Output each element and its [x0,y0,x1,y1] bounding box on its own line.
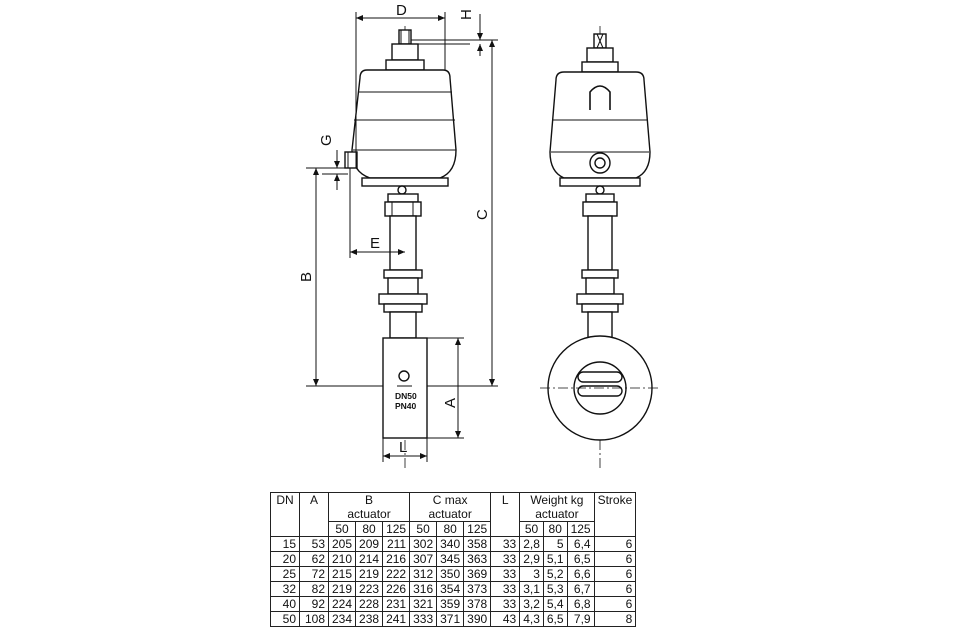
header-weight: Weight kg [530,493,584,507]
table-cell: 6,8 [567,597,594,612]
table-cell: 234 [329,612,356,627]
table-cell: 6 [594,552,636,567]
header-weight-size-125: 125 [567,522,594,537]
table-cell: 2,9 [520,552,544,567]
dimension-label-b: B [298,271,315,282]
table-cell: 359 [437,597,464,612]
header-b-size-50: 50 [329,522,356,537]
table-cell: 6 [594,567,636,582]
table-row [271,582,636,597]
dimension-label-l: L [399,439,408,456]
table-cell: 82 [300,582,329,597]
header-b-size-80: 80 [356,522,383,537]
table-cell: 108 [300,612,329,627]
dimension-label-c: C [474,209,491,220]
table-cell: 210 [329,552,356,567]
table-cell: 4,3 [520,612,544,627]
table-cell: 358 [464,537,491,552]
table-cell: 33 [491,597,520,612]
table-cell: 3,2 [520,597,544,612]
table-cell: 6,4 [567,537,594,552]
table-cell: 33 [491,552,520,567]
body-marking-size: DN50 [395,391,417,401]
header-c-size-125: 125 [464,522,491,537]
table-cell: 216 [383,552,410,567]
header-b: B [365,493,374,507]
table-cell: 6 [594,537,636,552]
table-cell: 316 [410,582,437,597]
table-cell: 3 [520,567,544,582]
table-cell: 33 [491,582,520,597]
header-c-size-80: 80 [437,522,464,537]
table-cell: 6,6 [567,567,594,582]
header-weight-sub: actuator [535,507,579,521]
header-b-sub: actuator [347,507,391,521]
table-cell: 40 [271,597,300,612]
dimension-label-d: D [396,2,407,19]
table-cell: 62 [300,552,329,567]
table-row [271,597,636,612]
table-cell: 5,2 [543,567,567,582]
table-cell: 8 [594,612,636,627]
table-cell: 6,5 [543,612,567,627]
header-c: C max [432,493,468,507]
table-cell: 7,9 [567,612,594,627]
table-cell: 350 [437,567,464,582]
table-cell: 228 [356,597,383,612]
table-cell: 33 [491,567,520,582]
table-cell: 363 [464,552,491,567]
table-cell: 211 [383,537,410,552]
table-cell: 6,7 [567,582,594,597]
table-header-row [271,493,636,522]
table-cell: 241 [383,612,410,627]
table-cell: 219 [356,567,383,582]
header-b-size-125: 125 [383,522,410,537]
dimension-label-a: A [442,397,459,408]
table-cell: 25 [271,567,300,582]
table-cell: 209 [356,537,383,552]
table-cell: 354 [437,582,464,597]
table-cell: 307 [410,552,437,567]
header-dn: DN [271,493,300,537]
header-weight-group [520,493,594,522]
table-cell: 92 [300,597,329,612]
header-weight-size-50: 50 [520,522,544,537]
table-cell: 5,4 [543,597,567,612]
table-cell: 231 [383,597,410,612]
table-cell: 215 [329,567,356,582]
table-cell: 340 [437,537,464,552]
table-cell: 6 [594,582,636,597]
table-cell: 5,1 [543,552,567,567]
table-cell: 3,1 [520,582,544,597]
table-cell: 205 [329,537,356,552]
header-b-group [329,493,410,522]
dimension-label-g: G [318,134,335,146]
header-stroke: Stroke [594,493,636,537]
table-cell: 32 [271,582,300,597]
table-cell: 312 [410,567,437,582]
table-cell: 43 [491,612,520,627]
table-cell: 2,8 [520,537,544,552]
table-cell: 369 [464,567,491,582]
header-a: A [300,493,329,537]
table-cell: 72 [300,567,329,582]
table-row [271,552,636,567]
table-cell: 333 [410,612,437,627]
table-cell: 5,3 [543,582,567,597]
table-cell: 321 [410,597,437,612]
header-weight-size-80: 80 [543,522,567,537]
table-cell: 238 [356,612,383,627]
table-cell: 223 [356,582,383,597]
table-cell: 226 [383,582,410,597]
table-cell: 53 [300,537,329,552]
table-cell: 20 [271,552,300,567]
table-cell: 219 [329,582,356,597]
table-cell: 6 [594,597,636,612]
header-l: L [491,493,520,537]
table-cell: 345 [437,552,464,567]
front-view [298,2,498,468]
table-cell: 378 [464,597,491,612]
table-cell: 222 [383,567,410,582]
table-cell: 390 [464,612,491,627]
table-cell: 50 [271,612,300,627]
table-row [271,537,636,552]
side-view [540,26,660,470]
table-cell: 5 [543,537,567,552]
table-row [271,567,636,582]
table-cell: 371 [437,612,464,627]
table-cell: 15 [271,537,300,552]
table-cell: 373 [464,582,491,597]
dimensions-table [270,492,636,627]
dimension-label-e: E [370,235,381,252]
header-c-group [410,493,491,522]
table-cell: 33 [491,537,520,552]
table-cell: 302 [410,537,437,552]
table-row [271,612,636,627]
header-c-size-50: 50 [410,522,437,537]
header-c-sub: actuator [428,507,472,521]
table-cell: 224 [329,597,356,612]
body-marking-pressure: PN40 [395,401,417,411]
table-cell: 6,5 [567,552,594,567]
table-cell: 214 [356,552,383,567]
dimension-label-h: H [458,9,475,20]
